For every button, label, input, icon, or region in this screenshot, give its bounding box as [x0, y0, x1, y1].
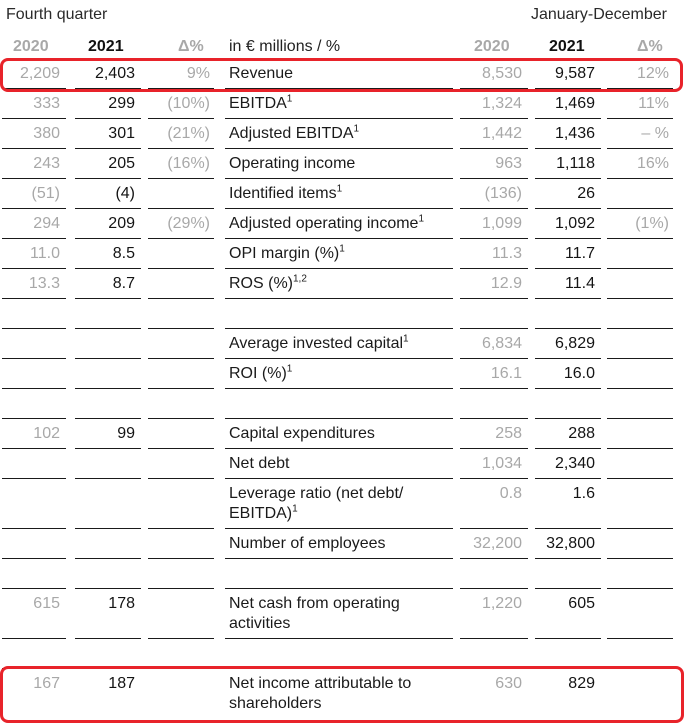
- cell-q-2021: [75, 329, 141, 359]
- cell-y-2021: 605: [535, 589, 601, 639]
- table-row: [0, 589, 684, 639]
- cell-q-2020: 11.0: [2, 239, 66, 269]
- cell-y-2020: [460, 559, 528, 589]
- cell-y-2020: 1,034: [460, 449, 528, 479]
- row-label: [225, 269, 453, 299]
- row-label-text: Number of employees: [229, 535, 386, 552]
- table-row: [0, 209, 684, 239]
- table-row: [0, 299, 684, 329]
- row-label-text: Net income attributable to shareholders: [229, 675, 412, 712]
- row-label: [225, 449, 453, 479]
- row-label: [225, 479, 453, 529]
- section-january-december: January-December: [530, 6, 667, 23]
- cell-y-delta: [607, 269, 673, 299]
- cell-q-2020: [2, 389, 66, 419]
- cell-y-2020: 1,220: [460, 589, 528, 639]
- cell-q-2020: [2, 449, 66, 479]
- table-row: [0, 559, 684, 589]
- cell-y-2021: 1,469: [535, 89, 601, 119]
- cell-q-delta: [148, 359, 214, 389]
- cell-y-2020: 32,200: [460, 529, 528, 559]
- cell-q-2021: 299: [75, 89, 141, 119]
- row-label-text: EBITDA: [229, 95, 287, 112]
- cell-y-2020: 6,834: [460, 329, 528, 359]
- row-label: [225, 529, 453, 559]
- header-units-label: in € millions / %: [229, 38, 341, 55]
- cell-q-2020: 2,209: [2, 59, 66, 89]
- table-row: [0, 179, 684, 209]
- cell-q-delta: (16%): [148, 149, 214, 179]
- row-label-text: OPI margin (%): [229, 245, 340, 262]
- footnote-marker: 1: [353, 123, 360, 135]
- cell-y-2020: 1,099: [460, 209, 528, 239]
- cell-y-delta: [607, 479, 673, 529]
- cell-y-2021: 2,340: [535, 449, 601, 479]
- cell-y-2021: 6,829: [535, 329, 601, 359]
- cell-q-delta: [148, 239, 214, 269]
- cell-y-2020: [460, 389, 528, 419]
- cell-q-2021: 8.7: [75, 269, 141, 299]
- cell-y-2021: [535, 639, 601, 669]
- table-row: [0, 529, 684, 559]
- table-row: [0, 89, 684, 119]
- row-label: [225, 149, 453, 179]
- cell-y-delta: – %: [607, 119, 673, 149]
- cell-y-2021: 288: [535, 419, 601, 449]
- cell-y-2021: 9,587: [535, 59, 601, 89]
- cell-y-delta: [607, 389, 673, 419]
- cell-q-2021: [75, 479, 141, 529]
- row-label: [225, 669, 453, 723]
- cell-y-delta: [607, 359, 673, 389]
- row-label: [225, 359, 453, 389]
- header-q-delta: Δ%: [178, 38, 204, 55]
- table-row: [0, 329, 684, 359]
- cell-y-delta: [607, 589, 673, 639]
- table-row: [0, 449, 684, 479]
- header-y-2020: 2020: [474, 38, 510, 55]
- cell-q-2020: (51): [2, 179, 66, 209]
- table-row: [0, 419, 684, 449]
- row-label: [225, 119, 453, 149]
- table-row: [0, 269, 684, 299]
- cell-q-2021: 8.5: [75, 239, 141, 269]
- table-row: [0, 149, 684, 179]
- cell-q-2020: [2, 639, 66, 669]
- row-label-text: ROI (%): [229, 365, 287, 382]
- cell-q-2021: 187: [108, 675, 135, 692]
- row-label: [225, 59, 453, 89]
- cell-y-2021: 1,436: [535, 119, 601, 149]
- cell-q-2020: 380: [2, 119, 66, 149]
- cell-q-delta: [148, 179, 214, 209]
- cell-y-2021: 1,092: [535, 209, 601, 239]
- cell-y-2021: 26: [535, 179, 601, 209]
- cell-q-2021: [75, 449, 141, 479]
- cell-q-2021: [75, 559, 141, 589]
- cell-q-2021: [75, 299, 141, 329]
- cell-y-2021: 11.4: [535, 269, 601, 299]
- cell-q-2021: 2,403: [75, 59, 141, 89]
- cell-q-2020: [2, 479, 66, 529]
- footnote-marker: 1: [339, 243, 345, 255]
- cell-q-2020: 615: [2, 589, 66, 639]
- row-label: [225, 329, 453, 359]
- cell-y-delta: [607, 239, 673, 269]
- cell-y-delta: 12%: [607, 59, 673, 89]
- cell-y-2021: 1.6: [535, 479, 601, 529]
- cell-y-delta: [607, 529, 673, 559]
- table-row: [0, 669, 684, 723]
- cell-y-2021: 16.0: [535, 359, 601, 389]
- cell-y-2020: 11.3: [460, 239, 528, 269]
- cell-y-2021: 32,800: [535, 529, 601, 559]
- cell-q-delta: [148, 479, 214, 529]
- cell-y-2021: [535, 559, 601, 589]
- row-label: [225, 389, 453, 419]
- row-label-text: ROS (%): [229, 275, 293, 292]
- cell-q-2021: 205: [75, 149, 141, 179]
- cell-y-delta: [607, 419, 673, 449]
- cell-q-2021: [75, 529, 141, 559]
- section-fourth-quarter: Fourth quarter: [6, 6, 108, 23]
- cell-q-2021: 301: [75, 119, 141, 149]
- cell-q-2020: [2, 329, 66, 359]
- row-label-text: Adjusted operating income: [229, 215, 419, 232]
- cell-y-2020: 258: [460, 419, 528, 449]
- cell-q-2021: [75, 389, 141, 419]
- cell-q-delta: [148, 529, 214, 559]
- row-label: [225, 89, 453, 119]
- cell-y-2020: [460, 299, 528, 329]
- row-label-text: Adjusted EBITDA: [229, 125, 354, 142]
- cell-y-2021: 11.7: [535, 239, 601, 269]
- table-row: [0, 389, 684, 419]
- cell-q-delta: (29%): [148, 209, 214, 239]
- cell-q-2020: 102: [2, 419, 66, 449]
- row-label-text: Average invested capital: [229, 335, 404, 352]
- row-label-text: Net cash from operating activities: [229, 595, 400, 632]
- footnote-marker: 1: [403, 333, 409, 345]
- cell-y-2021: 1,118: [535, 149, 601, 179]
- footnote-marker: 1: [418, 213, 425, 225]
- cell-y-delta: (1%): [607, 209, 673, 239]
- row-label-text: Capital expenditures: [229, 425, 375, 442]
- header-q-2021: 2021: [88, 38, 124, 55]
- row-label-text: Leverage ratio (net debt/ EBITDA): [229, 485, 404, 522]
- row-label-text: Net debt: [229, 455, 290, 472]
- cell-q-2021: [75, 359, 141, 389]
- cell-y-delta: [607, 639, 673, 669]
- row-label: [225, 239, 453, 269]
- row-label-text: Identified items: [229, 185, 337, 202]
- cell-q-delta: [148, 639, 214, 669]
- cell-q-2020: 333: [2, 89, 66, 119]
- table-row: [0, 59, 684, 89]
- cell-y-2021: [535, 299, 601, 329]
- footnote-marker: 1: [286, 93, 293, 105]
- cell-y-2020: 1,324: [460, 89, 528, 119]
- cell-q-delta: [148, 389, 214, 419]
- table-row: [0, 119, 684, 149]
- cell-y-2021: [535, 389, 601, 419]
- cell-y-2020: 630: [495, 675, 522, 692]
- cell-y-delta: 16%: [607, 149, 673, 179]
- table-row: [0, 639, 684, 669]
- cell-q-2020: 13.3: [2, 269, 66, 299]
- footnote-marker: 1: [336, 183, 343, 195]
- row-label-text: Revenue: [229, 65, 294, 82]
- cell-y-2020: 8,530: [460, 59, 528, 89]
- cell-q-delta: [148, 449, 214, 479]
- table-row: [0, 479, 684, 529]
- header-y-delta: Δ%: [637, 38, 663, 55]
- cell-q-2020: 294: [2, 209, 66, 239]
- row-label: [225, 419, 453, 449]
- cell-q-delta: [148, 299, 214, 329]
- row-label: [225, 209, 453, 239]
- cell-y-2020: 1,442: [460, 119, 528, 149]
- cell-q-2021: [75, 639, 141, 669]
- row-label: [225, 559, 453, 589]
- cell-q-delta: [148, 589, 214, 639]
- cell-y-2020: 963: [460, 149, 528, 179]
- footnote-marker: 1,2: [293, 273, 307, 285]
- cell-q-2020: [2, 529, 66, 559]
- cell-q-2020: [2, 559, 66, 589]
- cell-y-delta: [607, 299, 673, 329]
- cell-y-2020: 0.8: [460, 479, 528, 529]
- cell-q-delta: (21%): [148, 119, 214, 149]
- cell-y-delta: 11%: [607, 89, 673, 119]
- cell-q-delta: [148, 269, 214, 299]
- cell-y-2020: 12.9: [460, 269, 528, 299]
- cell-y-2020: (136): [460, 179, 528, 209]
- table-row: [0, 359, 684, 389]
- header-q-2020: 2020: [13, 38, 49, 55]
- cell-y-2021: 829: [568, 675, 595, 692]
- table-row: [0, 239, 684, 269]
- cell-q-delta: [148, 669, 214, 723]
- cell-q-delta: (10%): [148, 89, 214, 119]
- cell-q-delta: [148, 559, 214, 589]
- cell-q-2020: 167: [33, 675, 60, 692]
- cell-q-2021: 209: [75, 209, 141, 239]
- row-label: [225, 299, 453, 329]
- cell-q-2021: 178: [75, 589, 141, 639]
- cell-y-2020: [460, 639, 528, 669]
- cell-q-2021: (4): [75, 179, 141, 209]
- cell-q-2020: [2, 299, 66, 329]
- footnote-marker: 1: [292, 503, 298, 515]
- cell-y-2020: 16.1: [460, 359, 528, 389]
- cell-y-delta: [607, 449, 673, 479]
- cell-y-delta: [607, 329, 673, 359]
- cell-q-2020: 243: [2, 149, 66, 179]
- cell-q-2020: [2, 359, 66, 389]
- row-label: [225, 589, 453, 639]
- cell-q-delta: [148, 419, 214, 449]
- row-label: [225, 179, 453, 209]
- cell-q-delta: [148, 329, 214, 359]
- footnote-marker: 1: [286, 363, 293, 375]
- cell-y-delta: [607, 179, 673, 209]
- cell-q-delta: 9%: [148, 59, 214, 89]
- row-label-text: Operating income: [229, 155, 356, 172]
- row-label: [225, 639, 453, 669]
- header-y-2021: 2021: [549, 38, 585, 55]
- cell-y-delta: [607, 559, 673, 589]
- cell-y-delta: [607, 669, 673, 723]
- cell-q-2021: 99: [75, 419, 141, 449]
- table-body: [0, 59, 684, 723]
